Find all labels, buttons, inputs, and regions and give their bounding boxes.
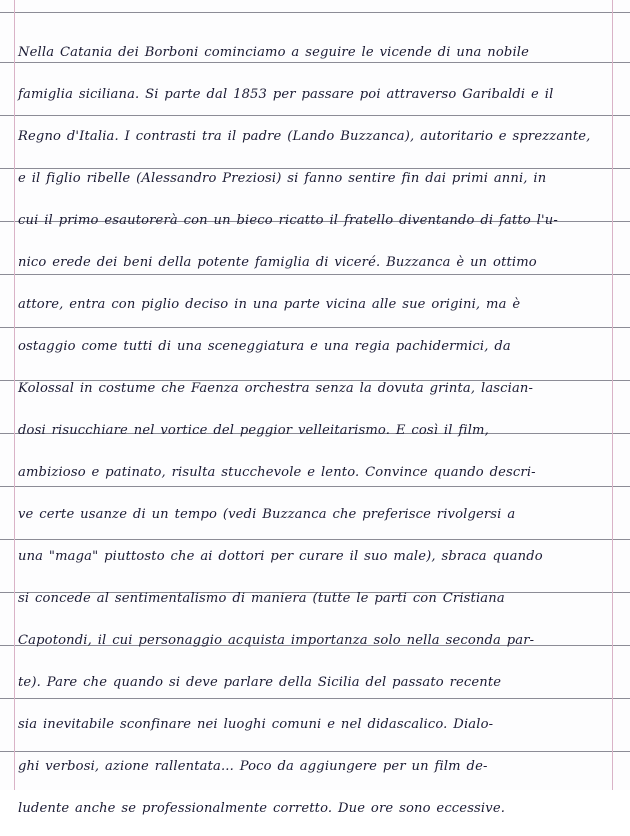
text-line: te). Pare che quando si deve parlare della Sicilia del passato recente: [18, 675, 502, 690]
text-line: ludente anche se professionalmente corretto. Due ore sono eccessive.: [18, 801, 506, 816]
text-line: cui il primo esautorerà con un bieco ricatto il fratello diventando di fatto l'u-: [18, 213, 558, 228]
text-line: ostaggio come tutti di una sceneggiatura e una regia pachidermici, da: [18, 339, 511, 354]
text-line: Kolossal in costume che Faenza orchestra senza la dovuta grinta, lascian-: [18, 381, 534, 396]
text-line: una "maga" piuttosto che ai dottori per curare il suo male), sbraca quando: [18, 549, 543, 564]
text-line: famiglia siciliana. Si parte dal 1853 per passare poi attraverso Garibaldi e il: [18, 87, 554, 102]
text-line: nico erede dei beni della potente famiglia di viceré. Buzzanca è un ottimo: [18, 255, 537, 270]
left-margin-line: [14, 0, 15, 790]
handwritten-text: [18, 38, 614, 836]
text-line: dosi risucchiare nel vortice del peggior velleitarismo. E così il film,: [18, 423, 489, 438]
text-line: Regno d'Italia. I contrasti tra il padre (Lando Buzzanca), autoritario e sprezzante,: [18, 129, 591, 144]
text-line: ghi verbosi, azione rallentata... Poco da aggiungere per un film de-: [18, 759, 488, 774]
text-line: Capotondi, il cui personaggio acquista importanza solo nella seconda par-: [18, 633, 535, 648]
top-rule: [0, 12, 630, 13]
text-line: attore, entra con piglio deciso in una parte vicina alle sue origini, ma è: [18, 297, 521, 312]
text-line: ambizioso e patinato, risulta stucchevole e lento. Convince quando descri-: [18, 465, 536, 480]
text-line: si concede al sentimentalismo di maniera (tutte le parti con Cristiana: [18, 591, 505, 606]
text-line: sia inevitabile sconfinare nei luoghi comuni e nel didascalico. Dialo-: [18, 717, 494, 732]
text-line: Nella Catania dei Borboni cominciamo a seguire le vicende di una nobile: [18, 45, 530, 60]
text-line: ve certe usanze di un tempo (vedi Buzzanca che preferisce rivolgersi a: [18, 507, 516, 522]
text-line: e il figlio ribelle (Alessandro Preziosi) si fanno sentire fin dai primi anni, in: [18, 171, 547, 186]
